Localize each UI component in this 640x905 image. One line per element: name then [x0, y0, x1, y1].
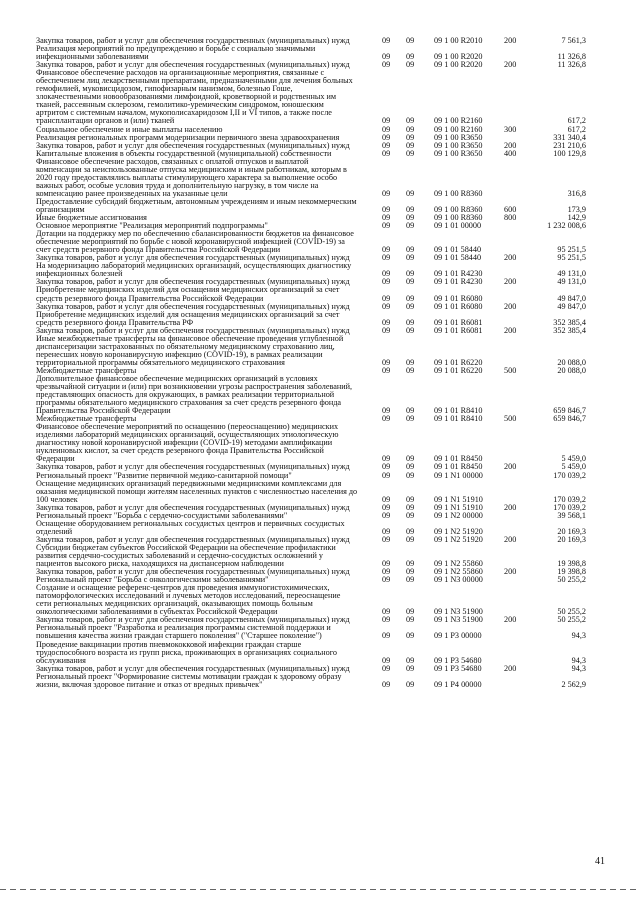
budget-table [36, 37, 626, 689]
amount: 231 210,6 [553, 140, 586, 150]
row-description: Региональный проект "Борьба с сердечно-сосудистыми заболеваниями" [36, 510, 288, 520]
section-code: 09 [382, 567, 391, 577]
table-row [36, 673, 626, 689]
amount: 170 039,2 [553, 494, 586, 504]
row-description: Оснащение оборудованием региональных сосудистых центров и первичных сосудистых отделений [36, 518, 345, 536]
section-code: 09 [382, 301, 391, 311]
amount: 50 255,2 [557, 575, 586, 585]
table-row [36, 262, 626, 278]
target-article-code: 09 1 01 R6220 [434, 357, 483, 367]
subsection-code: 09 [406, 148, 415, 158]
subsection-code: 09 [406, 188, 415, 198]
target-article-code: 09 1 00 R2020 [434, 52, 483, 62]
target-article-code: 09 1 P3 54680 [434, 663, 482, 673]
amount: 11 326,8 [557, 52, 586, 62]
table-row [36, 69, 626, 125]
target-article-code: 09 1 00 R3650 [434, 140, 483, 150]
amount: 100 129,8 [553, 148, 586, 158]
row-description: На модернизацию лабораторий медицинских организаций, осуществляющих диагностику инфекционных болезней [36, 261, 352, 279]
amount: 39 568,1 [557, 510, 586, 520]
target-article-code: 09 1 N2 55860 [434, 567, 483, 577]
target-article-code: 09 1 00 R2010 [434, 36, 483, 45]
amount: 94,3 [571, 663, 586, 673]
row-description: Оснащение медицинских организаций передвижными медицинскими комплексами для оказания медицинской помощи жителям населенных пунктов с численностью населения до 100 человек [36, 478, 358, 504]
expense-type-code: 200 [504, 60, 517, 70]
subsection-code: 09 [406, 526, 415, 536]
target-article-code: 09 1 00 R3650 [434, 148, 483, 158]
amount: 1 232 008,6 [547, 221, 586, 231]
table-row [36, 158, 626, 198]
amount: 352 385,4 [553, 325, 586, 335]
row-description: Закупка товаров, работ и услуг для обеспечения государственных (муниципальных) нужд [36, 663, 350, 673]
subsection-code: 09 [406, 365, 415, 375]
subsection-code: 09 [406, 52, 415, 62]
subsection-code: 09 [406, 301, 415, 311]
amount: 19 398,8 [557, 567, 586, 577]
table-row [36, 584, 626, 616]
section-code: 09 [382, 607, 391, 617]
row-description: Закупка товаров, работ и услуг для обеспечения государственных (муниципальных) нужд [36, 253, 350, 263]
amount: 617,2 [567, 116, 586, 126]
section-code: 09 [382, 462, 391, 472]
subsection-code: 09 [406, 60, 415, 70]
section-code: 09 [382, 631, 391, 641]
section-code: 09 [382, 116, 391, 126]
section-code: 09 [382, 148, 391, 158]
subsection-code: 09 [406, 663, 415, 673]
target-article-code: 09 1 01 R6220 [434, 365, 483, 375]
row-description: Реализация региональных программ модернизации первичного звена здравоохранения [36, 132, 340, 142]
target-article-code: 09 1 N1 51910 [434, 494, 483, 504]
section-code: 09 [382, 559, 391, 569]
target-article-code: 09 1 N1 00000 [434, 470, 483, 480]
amount: 49 131,0 [557, 277, 586, 287]
subsection-code: 09 [406, 655, 415, 665]
subsection-code: 09 [406, 470, 415, 480]
row-description: Приобретение медицинских изделий для оснащения медицинских организаций за счет средств резервного фонда Правительства РФ [36, 309, 340, 327]
amount: 659 846,7 [553, 414, 586, 424]
table-row [36, 624, 626, 640]
subsection-code: 09 [406, 204, 415, 214]
section-code: 09 [382, 655, 391, 665]
target-article-code: 09 1 00 R2160 [434, 124, 483, 134]
subsection-code: 09 [406, 269, 415, 279]
target-article-code: 09 1 01 R8450 [434, 454, 483, 464]
amount: 7 561,3 [561, 36, 586, 45]
expense-type-code: 200 [504, 567, 517, 577]
table-row [36, 311, 626, 327]
target-article-code: 09 1 00 R8360 [434, 213, 483, 223]
row-description: Приобретение медицинских изделий для оснащения медицинских организаций за счет средств резервного фонда Правительства Российской Федерации [36, 285, 340, 303]
row-description: Закупка товаров, работ и услуг для обеспечения государственных (муниципальных) нужд [36, 60, 350, 70]
amount: 49 847,0 [557, 293, 586, 303]
amount: 5 459,0 [561, 454, 586, 464]
section-code: 09 [382, 325, 391, 335]
page-number: 41 [595, 856, 605, 867]
target-article-code: 09 1 01 58440 [434, 245, 482, 255]
target-article-code: 09 1 01 58440 [434, 253, 482, 263]
target-article-code: 09 1 01 R8410 [434, 406, 483, 416]
expense-type-code: 200 [504, 140, 517, 150]
subsection-code: 09 [406, 36, 415, 45]
section-code: 09 [382, 52, 391, 62]
table-row [36, 45, 626, 61]
subsection-code: 09 [406, 414, 415, 424]
row-description: Капитальные вложения в объекты государственной (муниципальной) собственности [36, 148, 332, 158]
amount: 170 039,2 [553, 470, 586, 480]
expense-type-code: 200 [504, 325, 517, 335]
row-description: Закупка товаров, работ и услуг для обеспечения государственных (муниципальных) нужд [36, 325, 350, 335]
subsection-code: 09 [406, 567, 415, 577]
target-article-code: 09 1 00 R8360 [434, 204, 483, 214]
target-article-code: 09 1 P4 00000 [434, 679, 482, 689]
subsection-code: 09 [406, 253, 415, 263]
target-article-code: 09 1 00 R3650 [434, 132, 483, 142]
section-code: 09 [382, 245, 391, 255]
section-code: 09 [382, 253, 391, 263]
section-code: 09 [382, 470, 391, 480]
amount: 95 251,5 [557, 245, 586, 255]
row-description: Региональный проект "Формирование системы мотивации граждан к здоровому образу жизни, включая здоровое питание и отказ от вредных привычек" [36, 671, 342, 689]
amount: 331 340,4 [553, 132, 586, 142]
expense-type-code: 200 [504, 502, 517, 512]
amount: 94,3 [571, 655, 586, 665]
section-code: 09 [382, 140, 391, 150]
amount: 352 385,4 [553, 317, 586, 327]
row-description: Региональный проект "Борьба с онкологическими заболеваниями" [36, 575, 269, 585]
section-code: 09 [382, 502, 391, 512]
section-code: 09 [382, 663, 391, 673]
subsection-code: 09 [406, 615, 415, 625]
subsection-code: 09 [406, 293, 415, 303]
row-description: Иные бюджетные ассигнования [36, 213, 147, 223]
page-bottom-edge [0, 889, 640, 890]
row-description: Региональный проект "Разработка и реализация программы системной поддержки и повышения качества жизни граждан старшего поколения" ("Старшее поколение") [36, 623, 331, 641]
row-description: Межбюджетные трансферты [36, 365, 137, 375]
amount: 142,9 [567, 213, 586, 223]
row-description: Закупка товаров, работ и услуг для обеспечения государственных (муниципальных) нужд [36, 140, 350, 150]
expense-type-code: 500 [504, 365, 517, 375]
amount: 170 039,2 [553, 502, 586, 512]
amount: 19 398,8 [557, 559, 586, 569]
expense-type-code: 300 [504, 124, 517, 134]
expense-type-code: 200 [504, 301, 517, 311]
subsection-code: 09 [406, 559, 415, 569]
subsection-code: 09 [406, 124, 415, 134]
target-article-code: 09 1 N2 00000 [434, 510, 483, 520]
table-row [36, 198, 626, 214]
target-article-code: 09 1 01 R6080 [434, 301, 483, 311]
subsection-code: 09 [406, 679, 415, 689]
section-code: 09 [382, 277, 391, 287]
expense-type-code: 200 [504, 663, 517, 673]
row-description: Финансовое обеспечение расходов, связанных с оплатой отпусков и выплатой компенсации за неиспользованные отпуска медицинским и иным работникам, которым в 2020 году предоставлялись выплаты стимулирующего характера за выполнение особо важных работ, особые условия труда и дополнительную нагрузку, в том числе на компенсацию ранее произведенных на указанные цели [36, 156, 347, 198]
section-code: 09 [382, 615, 391, 625]
target-article-code: 09 1 N1 51910 [434, 502, 483, 512]
row-description: Межбюджетные трансферты [36, 414, 137, 424]
target-article-code: 09 1 01 R8410 [434, 414, 483, 424]
expense-type-code: 200 [504, 36, 517, 45]
amount: 617,2 [567, 124, 586, 134]
amount: 20 169,3 [557, 526, 586, 536]
row-description: Реализация мероприятий по предупреждению и борьбе с социально значимыми инфекционными заболеваниями [36, 44, 316, 62]
section-code: 09 [382, 204, 391, 214]
target-article-code: 09 1 P3 54680 [434, 655, 482, 665]
row-description: Проведение вакцинации против пневмококковой инфекции граждан старше трудоспособного возраста из групп риска, проживающих в организациях социального обслуживания [36, 639, 338, 665]
row-description: Социальное обеспечение и иные выплаты населению [36, 124, 223, 134]
section-code: 09 [382, 526, 391, 536]
section-code: 09 [382, 60, 391, 70]
table-row [36, 230, 626, 254]
table-row [36, 520, 626, 536]
subsection-code: 09 [406, 357, 415, 367]
subsection-code: 09 [406, 631, 415, 641]
amount: 49 847,0 [557, 301, 586, 311]
amount: 5 459,0 [561, 462, 586, 472]
subsection-code: 09 [406, 510, 415, 520]
subsection-code: 09 [406, 607, 415, 617]
subsection-code: 09 [406, 494, 415, 504]
target-article-code: 09 1 01 R6080 [434, 293, 483, 303]
amount: 49 131,0 [557, 269, 586, 279]
subsection-code: 09 [406, 221, 415, 231]
amount: 20 169,3 [557, 534, 586, 544]
amount: 20 088,0 [557, 357, 586, 367]
row-description: Иные межбюджетные трансферты на финансовое обеспечение проведения углубленной диспансеризации застрахованных по обязательному медицинскому страхованию лиц, перенесших новую коронавирусную инфекцию (COVID-19), в рамках реализации территориальной программы обязательного медицинского страхования [36, 333, 344, 367]
section-code: 09 [382, 454, 391, 464]
target-article-code: 09 1 N2 51920 [434, 526, 483, 536]
row-description: Финансовое обеспечение мероприятий по оснащению (переоснащению) медицинских изделиями лабораторий медицинских организаций, осуществляющих этиологическую диагностику новой коронавирусной инфекции (COVID-19) методами амплификации нуклеиновых кислот, за счет средств резервного фонда Правительства Российской Федерации [36, 422, 339, 464]
target-article-code: 09 1 01 R4230 [434, 269, 483, 279]
target-article-code: 09 1 01 R8450 [434, 462, 483, 472]
subsection-code: 09 [406, 575, 415, 585]
subsection-code: 09 [406, 406, 415, 416]
table-row [36, 423, 626, 463]
row-description: Закупка товаров, работ и услуг для обеспечения государственных (муниципальных) нужд [36, 462, 350, 472]
amount: 20 088,0 [557, 365, 586, 375]
target-article-code: 09 1 N2 51920 [434, 534, 483, 544]
section-code: 09 [382, 534, 391, 544]
subsection-code: 09 [406, 245, 415, 255]
expense-type-code: 500 [504, 414, 517, 424]
target-article-code: 09 1 01 00000 [434, 221, 482, 231]
section-code: 09 [382, 213, 391, 223]
row-description: Финансовое обеспечение расходов на организационные мероприятия, связанные с обеспечением лиц лекарственными препаратами, предназначенными для лечения больных гемофилией, муковисцидозом, гипофизарным нанизмом, болезнью Гоше, злокачественными новообразованиями лимфоидной, кроветворной и родственных им тканей, рассеянным склерозом, гемолитико-уремическим синдромом, юношеским артритом с системным началом, мукополисахаридозом I,II и VI типов, а также после трансплантации органов и (или) тканей [36, 68, 353, 126]
row-description: Создание и оснащение референс-центров для проведения иммуногистохимических, патоморфологических исследований и лучевых методов исследований, переоснащение сети региональных медицинских организаций, оказывающих помощь больным онкологическими заболеваниями в субъектах Российской Федерации [36, 583, 341, 617]
amount: 173,9 [567, 204, 586, 214]
table-row [36, 544, 626, 568]
amount: 316,8 [567, 188, 586, 198]
expense-type-code: 200 [504, 277, 517, 287]
row-description: Закупка товаров, работ и услуг для обеспечения государственных (муниципальных) нужд [36, 502, 350, 512]
section-code: 09 [382, 494, 391, 504]
subsection-code: 09 [406, 534, 415, 544]
target-article-code: 09 1 00 R2020 [434, 60, 483, 70]
amount: 50 255,2 [557, 607, 586, 617]
amount: 94,3 [571, 631, 586, 641]
section-code: 09 [382, 269, 391, 279]
amount: 95 251,5 [557, 253, 586, 263]
subsection-code: 09 [406, 462, 415, 472]
section-code: 09 [382, 132, 391, 142]
target-article-code: 09 1 N3 51900 [434, 615, 483, 625]
row-description: Предоставление субсидий бюджетным, автономным учреждениям и иным некоммерческим организациям [36, 196, 357, 214]
table-row [36, 286, 626, 302]
subsection-code: 09 [406, 140, 415, 150]
section-code: 09 [382, 293, 391, 303]
row-description: Закупка товаров, работ и услуг для обеспечения государственных (муниципальных) нужд [36, 277, 350, 287]
target-article-code: 09 1 P3 00000 [434, 631, 482, 641]
target-article-code: 09 1 01 R6081 [434, 317, 483, 327]
target-article-code: 09 1 N3 51900 [434, 607, 483, 617]
section-code: 09 [382, 679, 391, 689]
target-article-code: 09 1 N3 00000 [434, 575, 483, 585]
section-code: 09 [382, 406, 391, 416]
target-article-code: 09 1 00 R2160 [434, 116, 483, 126]
row-description: Закупка товаров, работ и услуг для обеспечения государственных (муниципальных) нужд [36, 301, 350, 311]
subsection-code: 09 [406, 213, 415, 223]
table-row [36, 335, 626, 367]
section-code: 09 [382, 124, 391, 134]
row-description: Дополнительное финансовое обеспечение медицинских организаций в условиях чрезвычайной ситуации и (или) при возникновении угрозы распространения заболеваний, представляющих опасность для окружающих, в рамках реализации территориальной программы обязательного медицинского страхования за счет средств резервного фонда Правительства Российской Федерации [36, 373, 353, 416]
section-code: 09 [382, 575, 391, 585]
expense-type-code: 200 [504, 615, 517, 625]
target-article-code: 09 1 N2 55860 [434, 559, 483, 569]
section-code: 09 [382, 414, 391, 424]
subsection-code: 09 [406, 277, 415, 287]
row-description: Дотации на поддержку мер по обеспечению сбалансированности бюджетов на финансовое обеспечение мероприятий по борьбе с новой коронавирусной инфекцией (COVID-19) за счет средств резервного фонда Правительства Российской Федерации [36, 229, 354, 255]
row-description: Региональный проект "Развитие первичной медико-санитарной помощи" [36, 470, 292, 480]
section-code: 09 [382, 365, 391, 375]
section-code: 09 [382, 357, 391, 367]
subsection-code: 09 [406, 454, 415, 464]
amount: 50 255,2 [557, 615, 586, 625]
expense-type-code: 400 [504, 148, 517, 158]
subsection-code: 09 [406, 317, 415, 327]
subsection-code: 09 [406, 132, 415, 142]
target-article-code: 09 1 01 R6081 [434, 325, 483, 335]
amount: 2 562,9 [561, 679, 586, 689]
table-row [36, 480, 626, 504]
subsection-code: 09 [406, 502, 415, 512]
target-article-code: 09 1 00 R8360 [434, 188, 483, 198]
target-article-code: 09 1 01 R4230 [434, 277, 483, 287]
expense-type-code: 200 [504, 253, 517, 263]
table-row [36, 375, 626, 415]
section-code: 09 [382, 36, 391, 45]
subsection-code: 09 [406, 116, 415, 126]
table-row [36, 641, 626, 665]
row-description: Основное мероприятие "Реализация мероприятий подпрограммы" [36, 221, 268, 231]
section-code: 09 [382, 221, 391, 231]
row-description: Закупка товаров, работ и услуг для обеспечения государственных (муниципальных) нужд [36, 36, 350, 45]
row-description: Закупка товаров, работ и услуг для обеспечения государственных (муниципальных) нужд [36, 534, 350, 544]
section-code: 09 [382, 317, 391, 327]
section-code: 09 [382, 510, 391, 520]
amount: 659 846,7 [553, 406, 586, 416]
amount: 11 326,8 [557, 60, 586, 70]
expense-type-code: 200 [504, 462, 517, 472]
row-description: Субсидии бюджетам субъектов Российской Федерации на обеспечение профилактики развития сердечно-сосудистых заболеваний и сердечно-сосудистых осложнений у пациентов высокого риска, находящихся на диспансерном наблюдении [36, 542, 336, 569]
expense-type-code: 600 [504, 204, 517, 214]
row-description: Закупка товаров, работ и услуг для обеспечения государственных (муниципальных) нужд [36, 567, 350, 577]
row-description: Закупка товаров, работ и услуг для обеспечения государственных (муниципальных) нужд [36, 615, 350, 625]
expense-type-code: 200 [504, 534, 517, 544]
expense-type-code: 800 [504, 213, 517, 223]
section-code: 09 [382, 188, 391, 198]
subsection-code: 09 [406, 325, 415, 335]
